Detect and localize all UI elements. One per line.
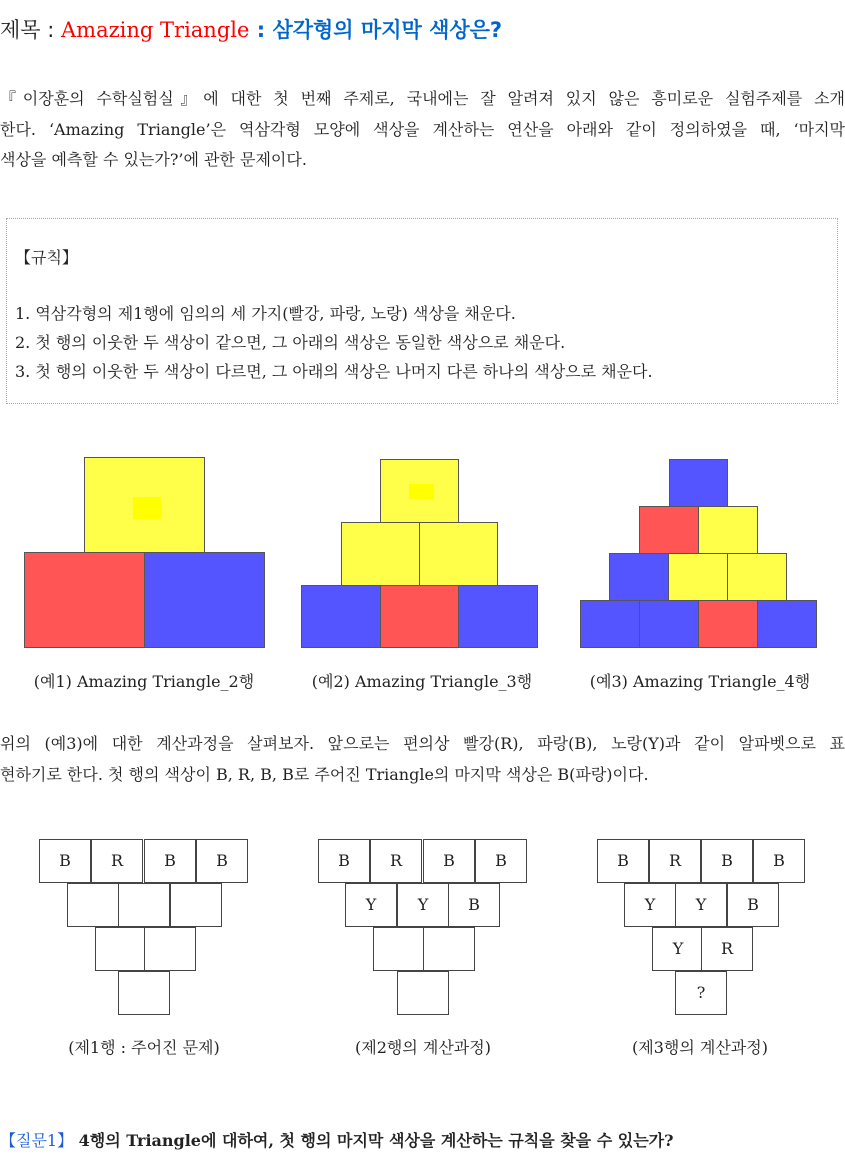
example-3-caption: (예3) Amazing Triangle_4행	[589, 672, 811, 691]
example-2-cell	[458, 585, 538, 648]
grid-cell: B	[144, 839, 196, 883]
example-1-cell	[24, 552, 145, 648]
grid-cell	[144, 927, 196, 971]
example-3-cell	[609, 553, 669, 601]
title-label: 제목 :	[0, 18, 61, 42]
explanation-paragraph	[0, 729, 845, 790]
grid-cell: B	[727, 883, 779, 927]
example-2-cell	[301, 585, 381, 648]
grid-cell: B	[423, 839, 475, 883]
grid-2-caption: (제2행의 계산과정)	[355, 1038, 491, 1057]
highlight-mark	[133, 497, 161, 519]
example-1-caption: (예1) Amazing Triangle_2행	[33, 672, 255, 691]
example-3-cell	[580, 600, 640, 648]
grid-cell	[95, 927, 147, 971]
grid-cell: Y	[675, 883, 727, 927]
example-3-cell	[727, 553, 787, 601]
question-1	[0, 1128, 673, 1151]
example-2-cell	[341, 522, 420, 586]
grid-cell	[118, 883, 170, 927]
example-3-cell	[757, 600, 817, 648]
intro-line: 한다. ‘Amazing Triangle’은 역삼각형 모양에 색상을 계산하는 연산을 아래와 같이 정의하였을 때, ‘마지막	[0, 119, 845, 139]
question-text: 4행의 Triangle에 대하여, 첫 행의 마지막 색상을 계산하는 규칙을 찾을 수 있는가?	[73, 1131, 674, 1150]
intro-line: 『이장훈의 수학실험실』에 대한 첫 번째 주제로, 국내에는 잘 알려져 있지 않은 흥미로운 실험주제를 소개	[0, 89, 845, 108]
intro-paragraph	[0, 84, 845, 176]
example-3-cell	[639, 600, 699, 648]
question-label: 【질문1】	[0, 1131, 74, 1150]
grid-cell	[397, 971, 449, 1015]
rules-title: 【규칙】	[15, 248, 78, 267]
rule-item-1: 1. 역삼각형의 제1행에 임의의 세 가지(빨강, 파랑, 노랑) 색상을 채운다.	[15, 304, 516, 323]
example-3-cell	[639, 506, 699, 554]
title-separator: :	[249, 18, 273, 42]
example-3-cell	[698, 600, 758, 648]
grid-cell: Y	[397, 883, 449, 927]
grid-3-caption: (제3행의 계산과정)	[632, 1038, 768, 1057]
grid-cell: B	[753, 839, 805, 883]
grid-cell	[67, 883, 119, 927]
grid-cell: Y	[652, 927, 704, 971]
grid-cell: B	[448, 883, 500, 927]
grid-1-caption: (제1행 : 주어진 문제)	[68, 1038, 220, 1057]
grid-cell: B	[475, 839, 527, 883]
grid-cell: R	[649, 839, 701, 883]
grid-cell: B	[701, 839, 753, 883]
intro-line: 색상을 예측할 수 있는가?’에 관한 문제이다.	[0, 150, 307, 169]
rules-box	[6, 218, 838, 404]
page-title	[0, 14, 502, 44]
grid-cell: Y	[624, 883, 676, 927]
rule-item-2: 2. 첫 행의 이웃한 두 색상이 같으면, 그 아래의 색상은 동일한 색상으로 채운다.	[15, 333, 566, 352]
grid-cell: B	[318, 839, 370, 883]
explanation-line: 현하기로 한다. 첫 행의 색상이 B, R, B, B로 주어진 Triangle의 마지막 색상은 B(파랑)이다.	[0, 764, 649, 784]
explanation-line: 위의 (예3)에 대한 계산과정을 살펴보자. 앞으로는 편의상 빨강(R), 파랑(B), 노랑(Y)과 같이 알파벳으로 표	[0, 734, 845, 753]
example-3-cell	[698, 506, 758, 554]
rule-item-3: 3. 첫 행의 이웃한 두 색상이 다르면, 그 아래의 색상은 나머지 다른 하나의 색상으로 채운다.	[15, 362, 653, 381]
grid-cell: ?	[675, 971, 727, 1015]
title-korean: 삼각형의 마지막 색상은?	[272, 18, 503, 42]
example-2-cell	[419, 522, 498, 586]
grid-cell: B	[597, 839, 649, 883]
grid-cell: B	[196, 839, 248, 883]
highlight-mark	[409, 484, 434, 499]
grid-cell: R	[91, 839, 143, 883]
title-english: Amazing Triangle	[61, 18, 250, 42]
example-3-cell	[668, 553, 728, 601]
grid-cell	[373, 927, 425, 971]
example-2-cell	[380, 585, 459, 648]
grid-cell: B	[39, 839, 91, 883]
grid-cell	[170, 883, 222, 927]
grid-cell	[423, 927, 475, 971]
example-2-caption: (예2) Amazing Triangle_3행	[311, 672, 533, 691]
grid-cell: R	[370, 839, 422, 883]
example-1-cell	[144, 552, 265, 648]
grid-cell	[118, 971, 170, 1015]
grid-cell: Y	[345, 883, 397, 927]
grid-cell: R	[701, 927, 753, 971]
example-3-cell	[669, 459, 728, 507]
